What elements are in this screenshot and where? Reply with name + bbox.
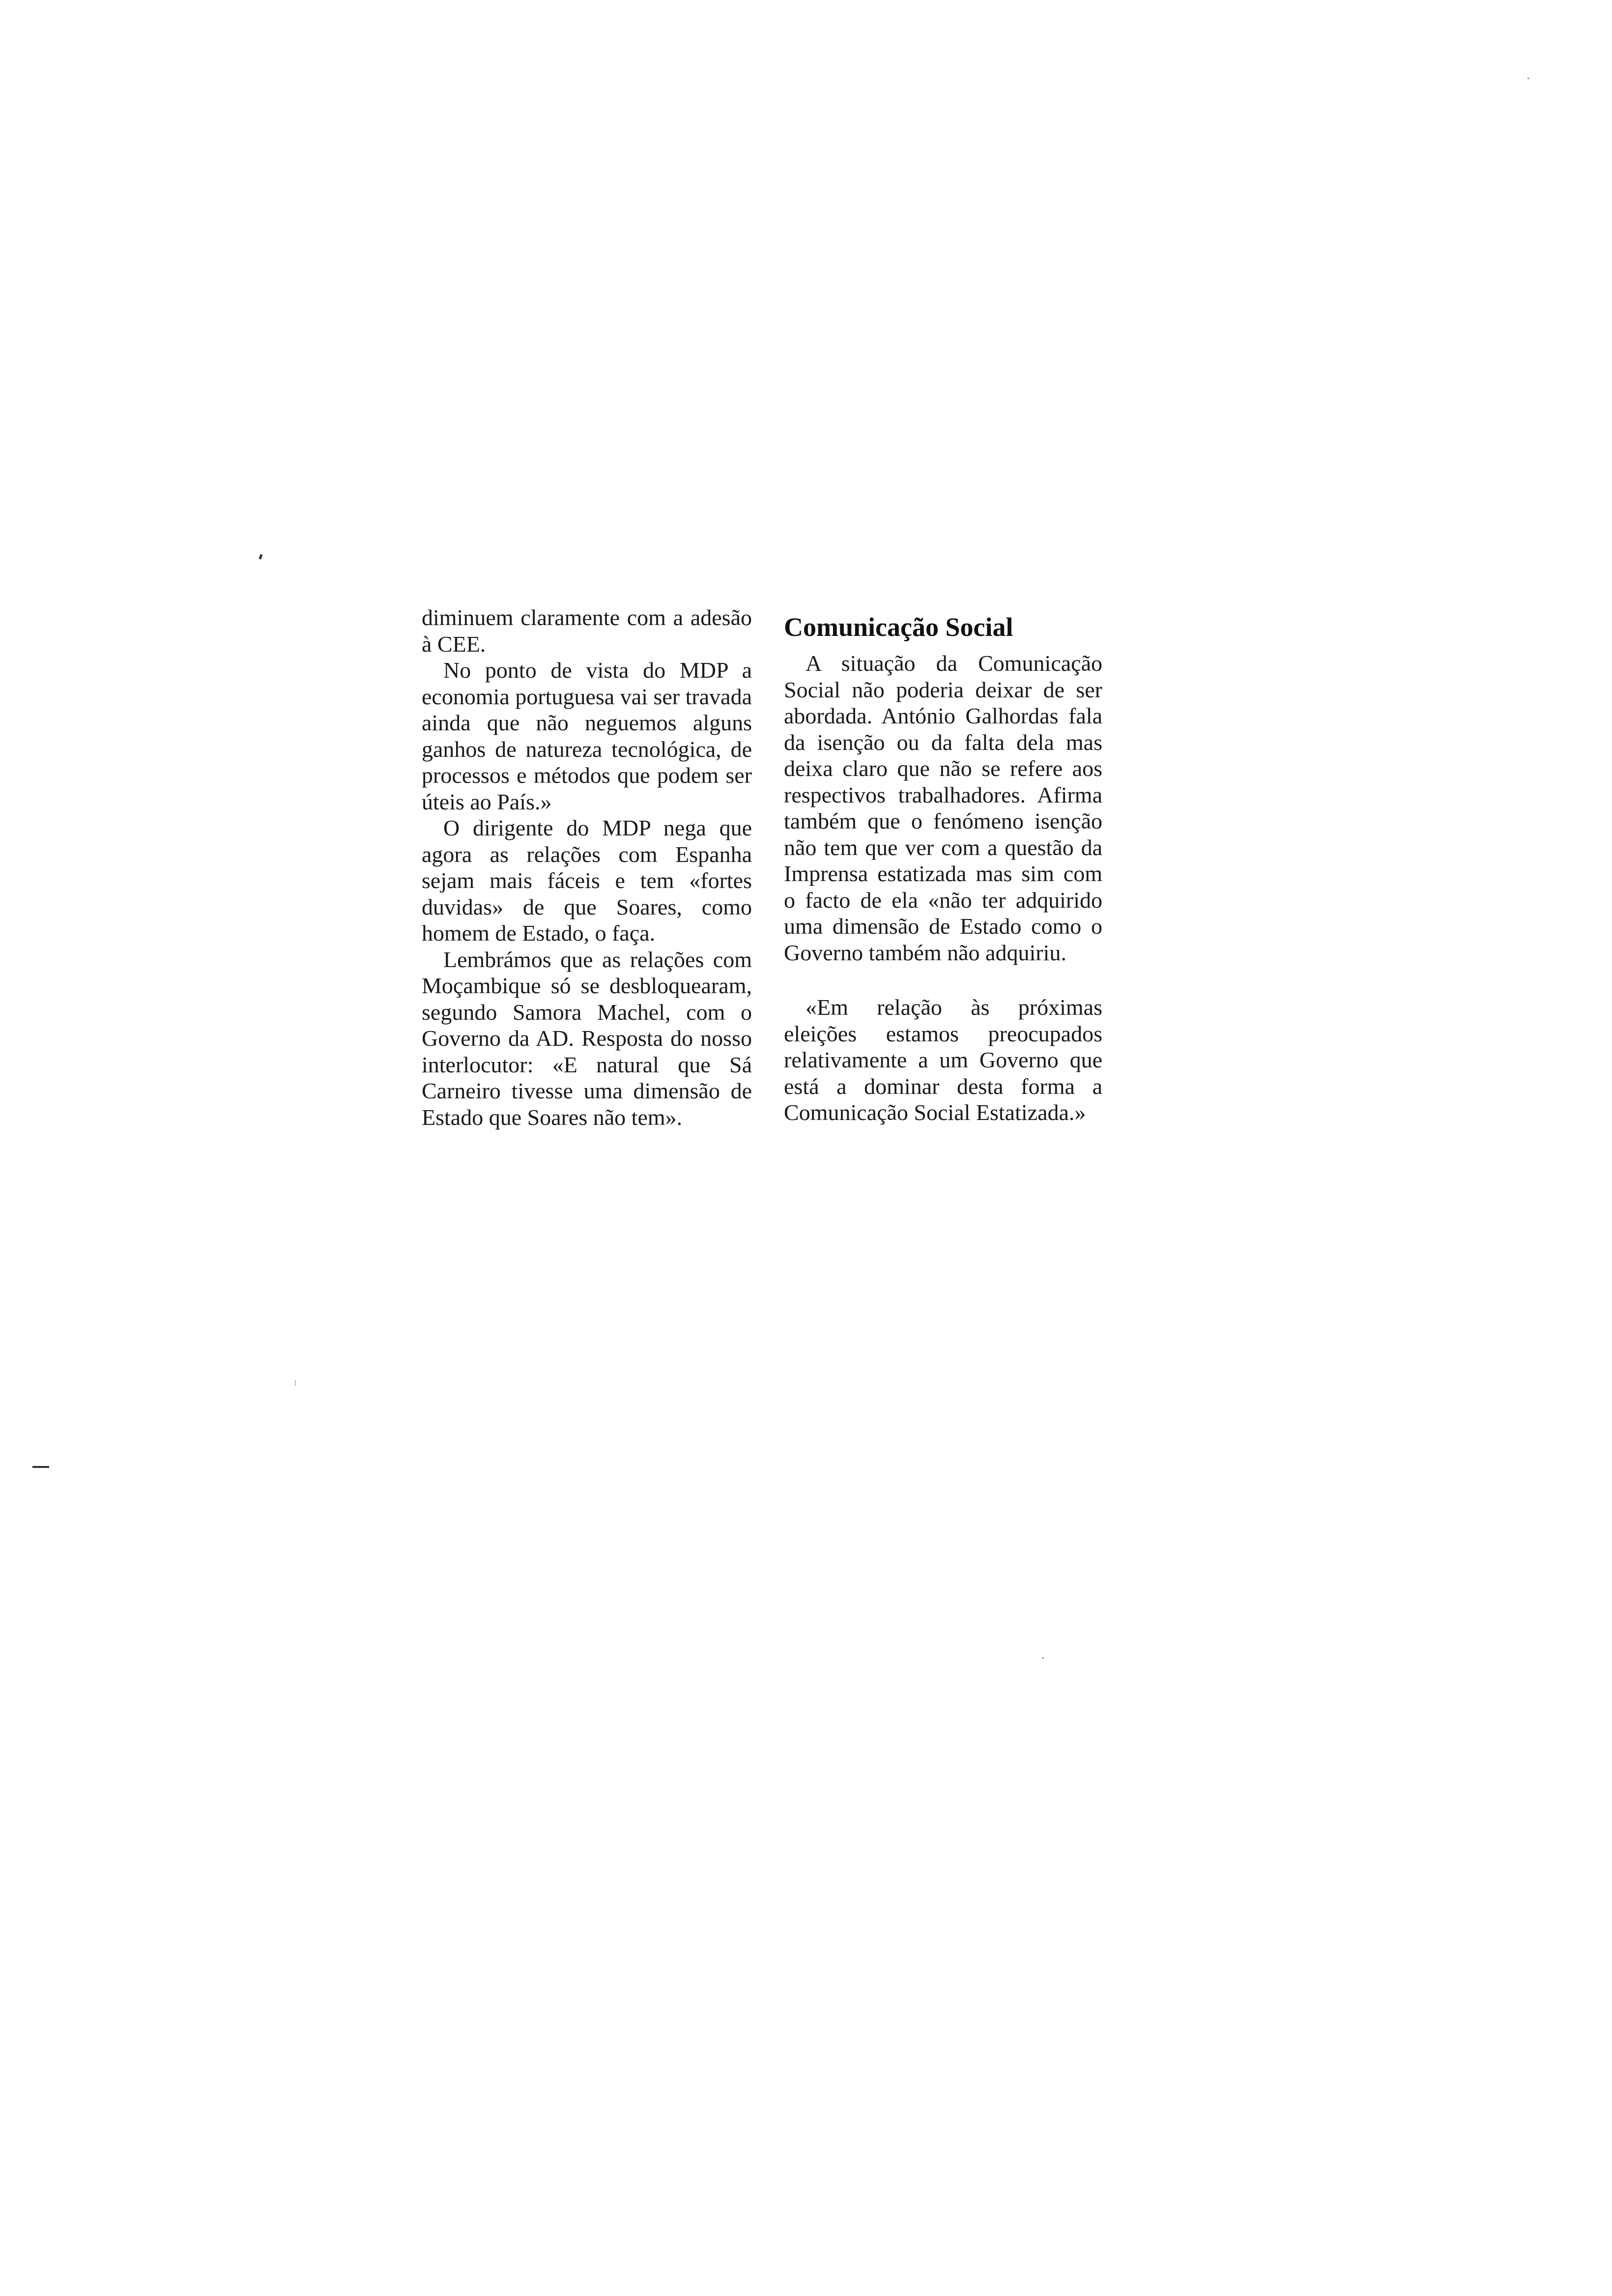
scan-dot-mark — [1527, 78, 1529, 79]
scan-dot-mark — [1042, 1657, 1044, 1659]
paragraph-continuation: diminuem claramente com a adesão à CEE. — [422, 605, 752, 657]
paragraph-gap — [784, 966, 1102, 994]
paragraph-economy: No ponto de vista do MDP a economia portuguesa vai ser travada ainda que não neguemos alguns ganhos de natureza tecnológica, de processos e métodos que podem ser úteis ao País.» — [422, 658, 752, 814]
paragraph-spain-relations: O dirigente do MDP nega que agora as relações com Espanha sejam mais fáceis e tem «fortes duvidas» de que Soares, como homem de Estado, o faça. — [422, 815, 752, 946]
paragraph-social-communication: A situação da Comunicação Social não poderia deixar de ser abordada. António Galhordas fala da isenção ou da falta dela mas deixa claro que não se refere aos respectivos trabalhadores. Afirma também que o fenómeno isenção não tem que ver com a questão da Imprensa estatizada mas sim com o facto de ela «não ter adquirido uma dimensão de Estado como o Governo também não adquiriu. — [784, 651, 1102, 965]
article-column-right — [784, 612, 1102, 1126]
paragraph-elections-quote: «Em relação às próximas eleições estamos preocupados relativamente a um Governo que está a dominar desta forma a Comunicação Social Estatizada.» — [784, 995, 1102, 1125]
scan-dash-mark — [32, 1466, 49, 1468]
scan-dot-mark — [295, 1380, 296, 1386]
section-heading: Comunicação Social — [784, 612, 1013, 642]
scan-speck-mark — [259, 554, 262, 559]
paragraph-mozambique: Lembrámos que as relações com Moçambique só se desbloquearam, segundo Samora Machel, com o Governo da AD. Resposta do nosso interlocutor: «E natural que Sá Carneiro tivesse uma dimensão de Estado que Soares não tem». — [422, 947, 752, 1130]
article-column-left — [422, 604, 752, 1130]
